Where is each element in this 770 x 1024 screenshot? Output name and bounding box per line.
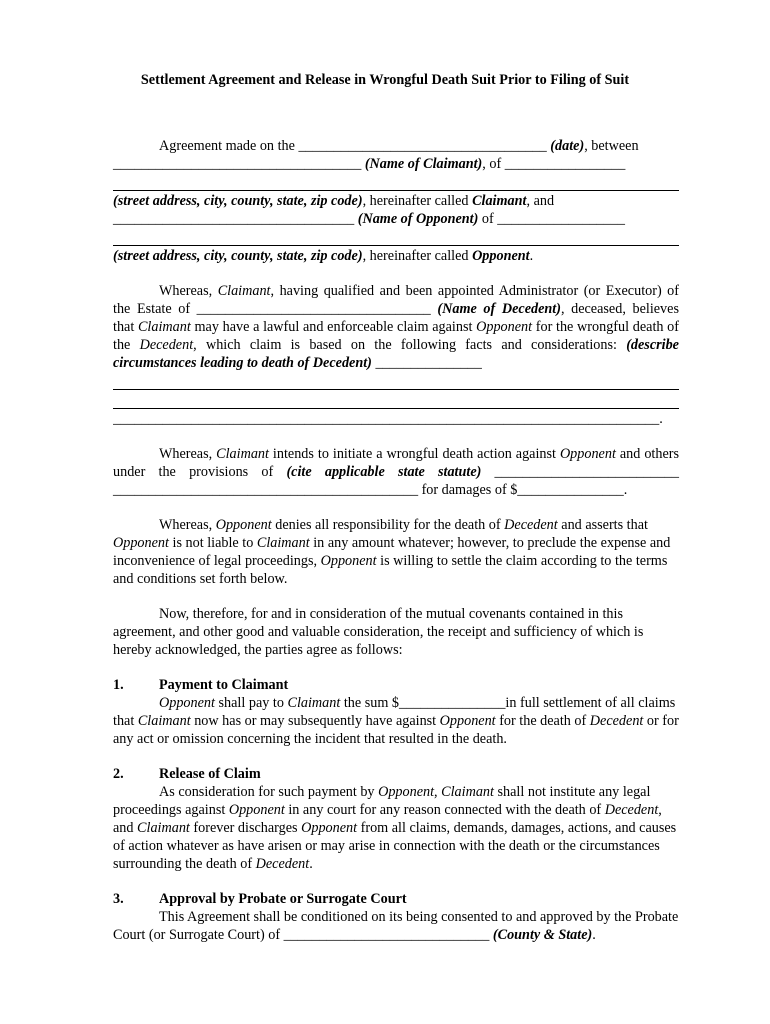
text: denies all responsibility for the death of — [271, 517, 505, 533]
section-title: Payment to Claimant — [159, 677, 289, 693]
claimant-term: Claimant — [216, 446, 269, 462]
text: and others under the provisions of — [113, 446, 679, 480]
text: This Agreement shall be conditioned on its being consented to and approved by the Probate Court (or Surrogate Court) of _____________________________ — [113, 909, 679, 943]
section-number: 1. — [113, 677, 124, 693]
text: , which claim is based on the following facts and considerations: — [193, 337, 627, 353]
text: , and — [113, 802, 662, 836]
claimant-term: Claimant — [472, 193, 527, 209]
text: in any amount whatever; however, to preclude the expense and inconvenience of legal proceedings, — [113, 535, 671, 569]
whereas-2-text — [113, 445, 679, 499]
whereas-3-text — [113, 516, 679, 588]
opponent-term: Opponent — [320, 553, 377, 569]
opponent-term: Opponent — [439, 713, 496, 729]
text: shall not institute any legal proceedings against — [113, 784, 651, 818]
whereas-1-text — [113, 282, 679, 372]
circumstances-blank-3: _____________________________________________________________________________. — [113, 411, 663, 427]
intro-line-4 — [113, 192, 679, 210]
text: the sum $_______________in full settlement of all claims that — [113, 695, 676, 729]
decedent-term: Decedent — [139, 337, 194, 353]
opponent-term: Opponent — [476, 319, 533, 335]
intro-line-1 — [113, 137, 679, 155]
decedent-term: Decedent — [255, 856, 310, 872]
opponent-term: Opponent — [559, 446, 616, 462]
text: or for any act or omission concerning the incident that resulted in the death. — [113, 713, 679, 747]
circumstances-label: (describe circumstances leading to death of Decedent) — [113, 337, 679, 371]
section-title: Release of Claim — [159, 766, 261, 782]
opponent-term: Opponent — [472, 248, 530, 264]
claimant-term: Claimant — [137, 713, 191, 729]
text: , between — [584, 138, 639, 154]
date-label: (date) — [550, 138, 585, 154]
claimant-name-label: (Name of Claimant) — [364, 156, 483, 172]
text: in any court for any reason connected with the death of — [284, 802, 605, 818]
text: Whereas, — [159, 283, 218, 299]
intro-line-5 — [113, 210, 679, 228]
opponent-term: Opponent — [228, 802, 285, 818]
section-3 — [113, 890, 679, 944]
circumstances-blank-2 — [113, 391, 679, 409]
text: intends to initiate a wrongful death action against — [268, 446, 560, 462]
text: , hereinafter called — [362, 248, 473, 264]
text: is not liable to — [168, 535, 257, 551]
text: __________________________________ — [113, 211, 358, 227]
text: __________________________ ___________________________________________ for damages of $_______________. — [113, 464, 679, 498]
section-1 — [113, 676, 679, 748]
text: may have a lawful and enforceable claim against — [190, 319, 477, 335]
claimant-term: Claimant — [287, 695, 341, 711]
section-3-heading — [113, 890, 679, 908]
opponent-address-blank — [113, 228, 679, 246]
claimant-term: Claimant — [256, 535, 310, 551]
opponent-term: Opponent — [113, 535, 169, 551]
text: forever discharges — [189, 820, 302, 836]
text: of __________________ — [478, 211, 625, 227]
opponent-term: Opponent — [378, 784, 435, 800]
text: ___________________________________ — [113, 156, 365, 172]
text: , deceased, believes that — [113, 301, 679, 335]
decedent-term: Decedent — [589, 713, 644, 729]
section-3-text — [113, 908, 679, 944]
section-2-heading — [113, 765, 679, 783]
claimant-address-blank — [113, 173, 679, 191]
text: for the death of — [495, 713, 590, 729]
text: Whereas, — [159, 446, 217, 462]
whereas-paragraph-3 — [113, 516, 679, 588]
text: As consideration for such payment by — [159, 784, 379, 800]
text: now has or may subsequently have against — [190, 713, 440, 729]
now-therefore-paragraph: Now, therefore, for and in consideration of the mutual covenants contained in this agreement, and other good and valuable consideration, the receipt and sufficiency of which is hereby acknowledged, the parties agree as follows: — [113, 606, 644, 658]
text: Agreement made on the ___________________________________ — [159, 138, 551, 154]
intro-line-2 — [113, 155, 679, 173]
opponent-name-label: (Name of Opponent) — [357, 211, 479, 227]
document-body — [113, 137, 679, 944]
whereas-paragraph-1 — [113, 282, 679, 428]
text: , having qualified and been appointed Administrator (or Executor) of the Estate of _________________________________ — [113, 283, 680, 317]
claimant-term: Claimant — [137, 820, 190, 836]
address-label-2: (street address, city, county, state, zip code) — [113, 248, 363, 264]
section-2 — [113, 765, 679, 873]
decedent-term: Decedent — [504, 517, 558, 533]
opponent-term: Opponent — [215, 517, 272, 533]
decedent-term: Decedent — [604, 802, 659, 818]
text: , of _________________ — [482, 156, 626, 172]
section-title: Approval by Probate or Surrogate Court — [159, 891, 407, 907]
claimant-term: Claimant — [137, 319, 191, 335]
text: and asserts that — [557, 517, 648, 533]
text: is willing to settle the claim according to the terms and conditions set forth below. — [113, 553, 668, 587]
circumstances-blank-1 — [113, 372, 679, 390]
claimant-term: Claimant — [217, 283, 271, 299]
text: , and — [526, 193, 555, 209]
text: . — [309, 856, 313, 872]
intro-paragraph — [113, 137, 679, 265]
text: . — [592, 927, 596, 943]
opponent-term: Opponent — [301, 820, 358, 836]
whereas-paragraph-2 — [113, 445, 679, 499]
text: _______________ — [371, 355, 482, 371]
opponent-term: Opponent — [159, 695, 215, 711]
address-label: (street address, city, county, state, zip code) — [113, 193, 363, 209]
intro-line-7 — [113, 247, 679, 265]
section-1-text — [113, 694, 679, 748]
text: Whereas, — [159, 517, 216, 533]
text: , hereinafter called — [362, 193, 473, 209]
section-2-text — [113, 783, 679, 873]
claimant-term: Claimant — [441, 784, 494, 800]
decedent-name-label: (Name of Decedent) — [437, 301, 561, 317]
text: . — [529, 248, 534, 264]
section-1-heading — [113, 676, 679, 694]
text: , — [434, 784, 442, 800]
county-state-label: (County & State) — [492, 927, 593, 943]
statute-label: (cite applicable state statute) — [286, 464, 482, 480]
document-title: Settlement Agreement and Release in Wrongful Death Suit Prior to Filing of Suit — [140, 72, 630, 88]
section-number: 2. — [113, 766, 124, 782]
text: shall pay to — [214, 695, 288, 711]
text: for the wrongful death of the — [113, 319, 679, 353]
section-number: 3. — [113, 891, 124, 907]
text: from all claims, demands, damages, actions, and causes of action whatever as have arisen or may arise in connection with the death or the circumstances surrounding the death of — [113, 820, 677, 872]
